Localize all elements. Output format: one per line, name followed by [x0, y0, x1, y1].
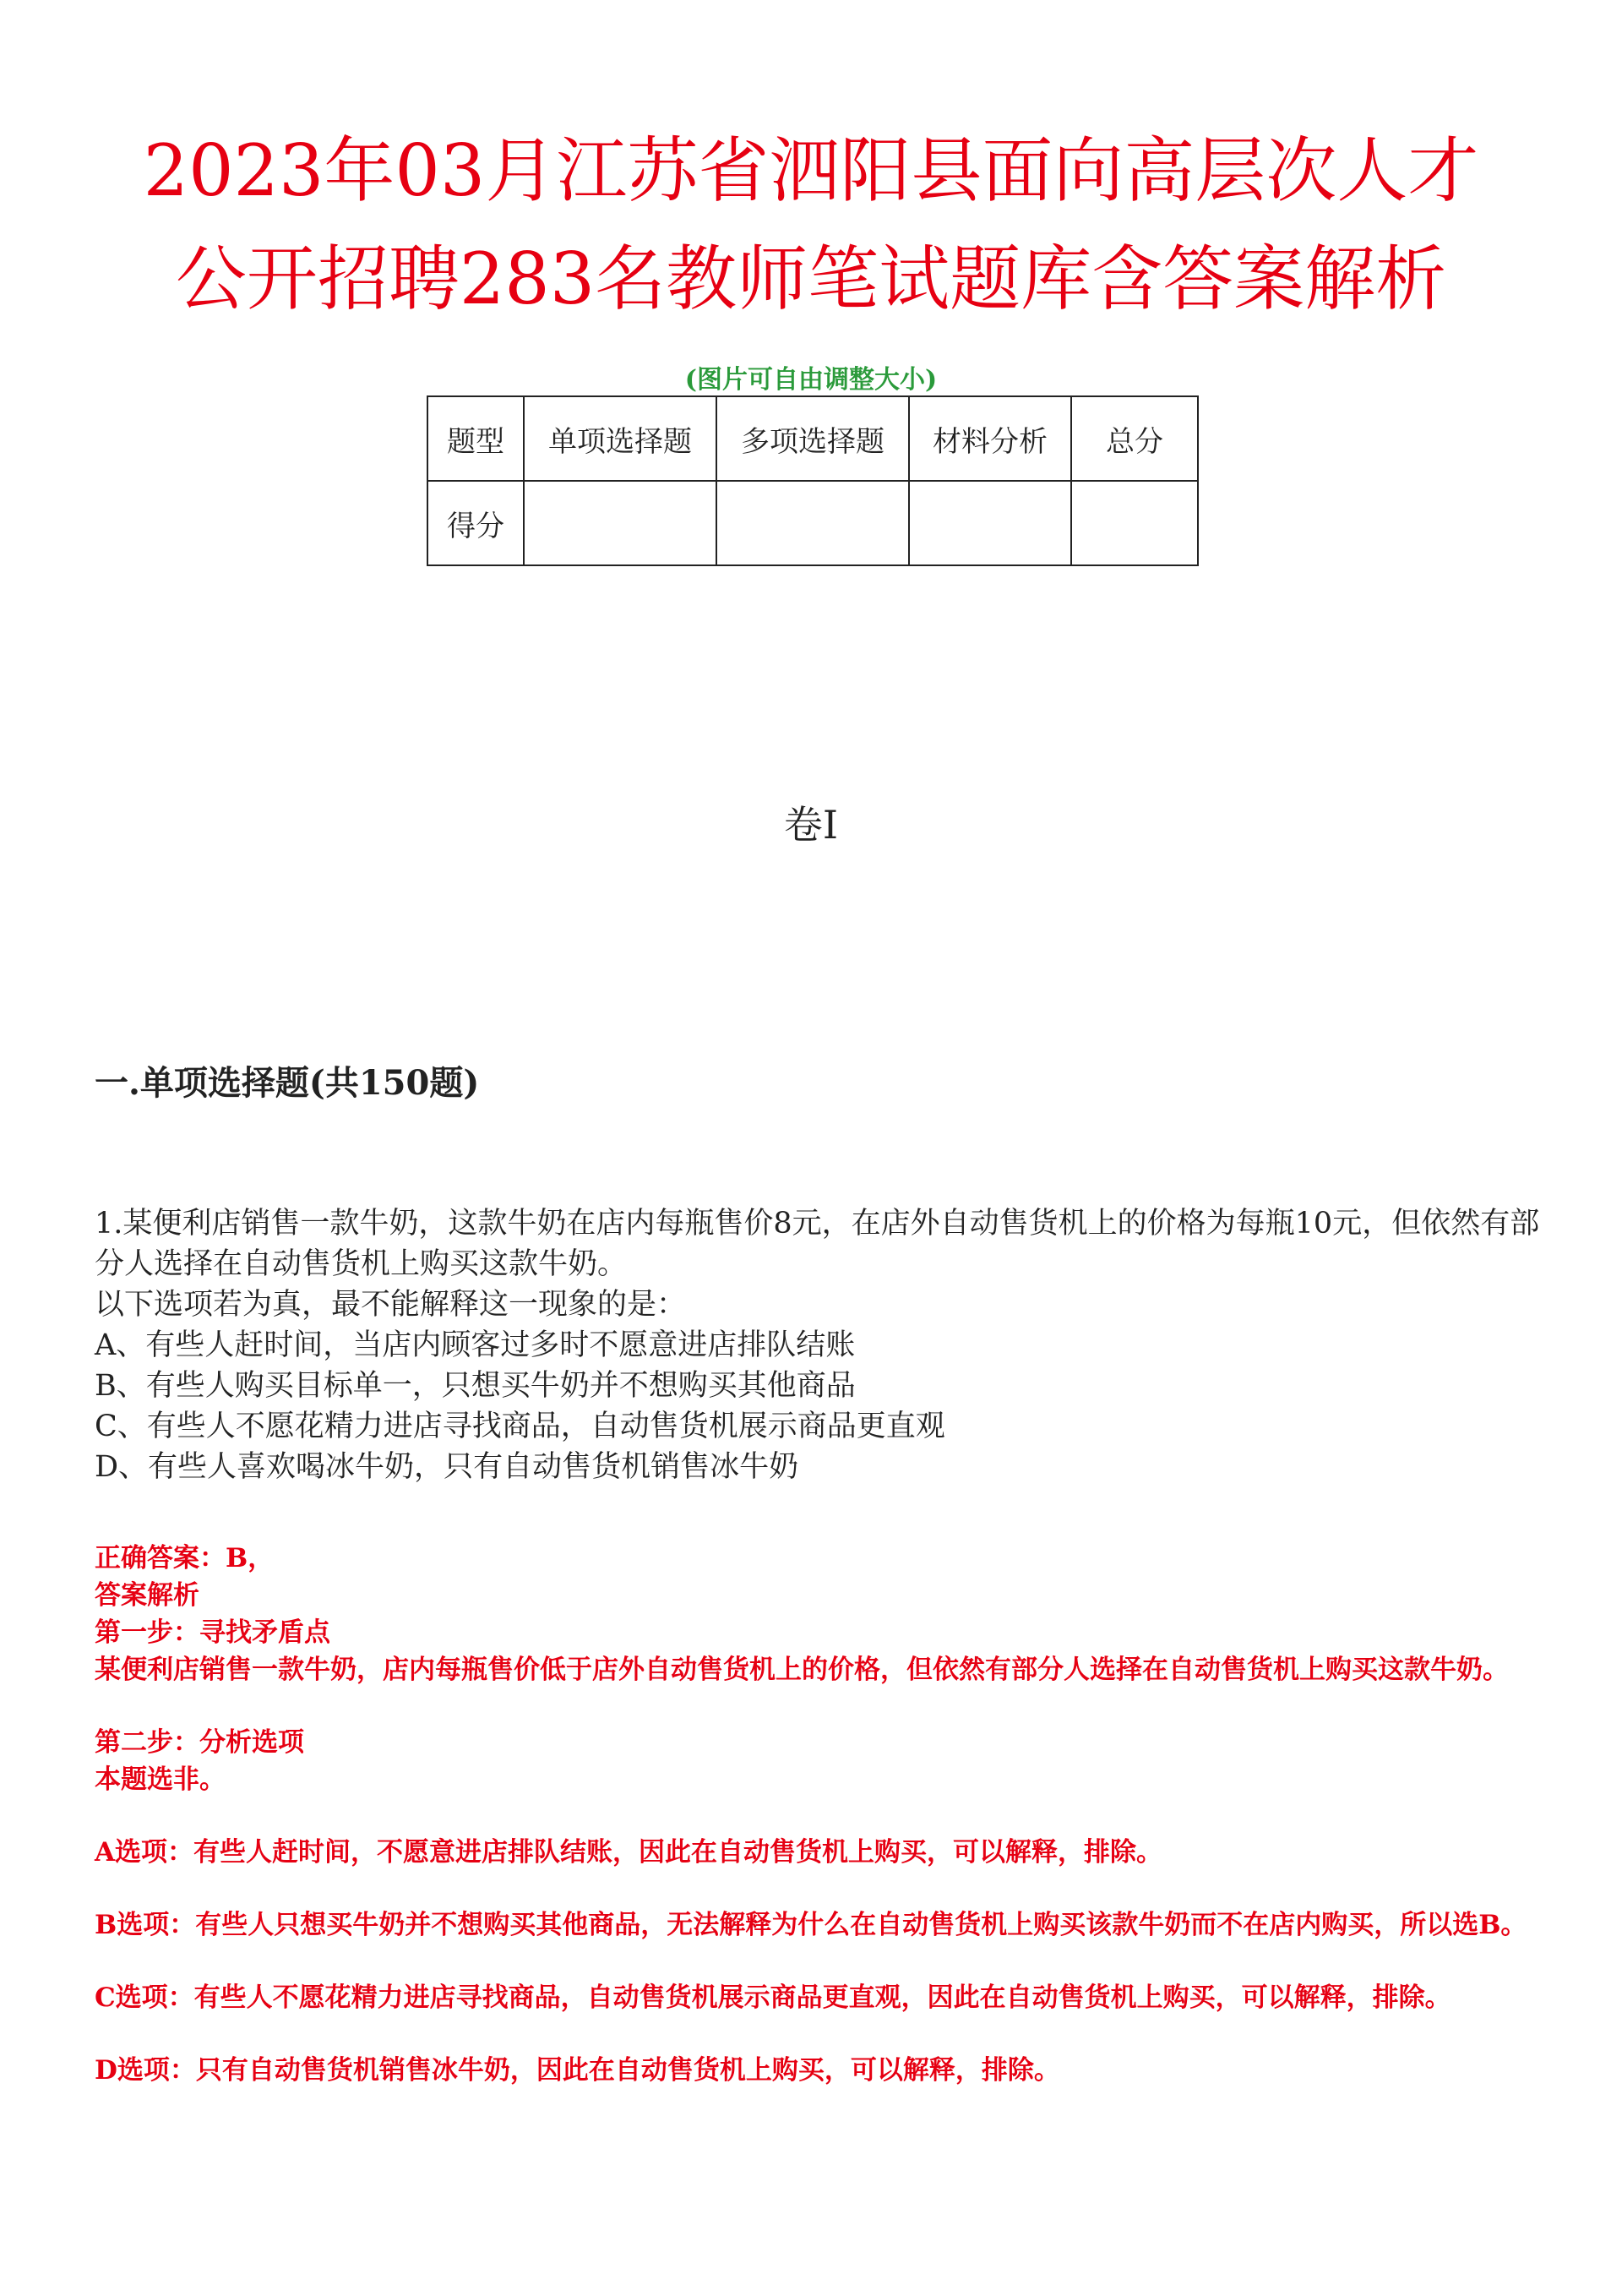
question-prompt: 以下选项若为真，最不能解释这一现象的是： — [95, 1288, 687, 1322]
option-d: D、有些人喜欢喝冰牛奶，只有自动售货机销售冰牛奶 — [95, 1450, 799, 1484]
document-title — [84, 117, 1538, 333]
header-cell-single-choice: 单项选择题 — [524, 396, 716, 481]
row-label-score: 得分 — [427, 481, 524, 565]
step-1-text: 某便利店销售一款牛奶，店内每瓶售价低于店外自动售货机上的价格，但依然有部分人选择在自动售货机上购买这款牛奶。 — [95, 1655, 1509, 1685]
option-a: A、有些人赶时间，当店内顾客过多时不愿意进店排队结账 — [95, 1328, 856, 1362]
step-2-text: 本题选非。 — [95, 1764, 226, 1795]
subtitle: (图片可自由调整大小) — [684, 365, 938, 395]
score-cell — [1071, 481, 1198, 565]
answer-explanation — [95, 1540, 1548, 2089]
header-cell-multi-choice: 多项选择题 — [716, 396, 909, 481]
score-cell — [716, 481, 909, 565]
header-cell-type: 题型 — [427, 396, 524, 481]
header-cell-material: 材料分析 — [909, 396, 1071, 481]
analysis-option-b: B选项：有些人只想买牛奶并不想购买其他商品，无法解释为什么在自动售货机上购买该款牛奶而不在店内购买，所以选B。 — [95, 1910, 1527, 1940]
title-line-1: 2023年03月江苏省泗阳县面向高层次人才 — [143, 129, 1479, 212]
score-table-header-row — [427, 396, 1198, 481]
step-2-heading: 第二步：分析选项 — [95, 1727, 304, 1758]
step-1-heading: 第一步：寻找矛盾点 — [95, 1617, 330, 1648]
volume-heading: 卷I — [783, 802, 839, 848]
score-cell — [524, 481, 716, 565]
header-cell-total: 总分 — [1071, 396, 1198, 481]
explanation-label: 答案解析 — [95, 1580, 199, 1611]
score-table — [427, 395, 1199, 566]
option-c: C、有些人不愿花精力进店寻找商品，自动售货机展示商品更直观 — [95, 1410, 945, 1443]
section-title: 一.单项选择题(共150题) — [95, 1063, 480, 1103]
correct-answer: 正确答案：B， — [95, 1543, 275, 1573]
question-1 — [95, 1203, 1548, 1487]
analysis-option-d: D选项：只有自动售货机销售冰牛奶，因此在自动售货机上购买，可以解释，排除。 — [95, 2055, 1060, 2086]
analysis-option-a: A选项：有些人赶时间，不愿意进店排队结账，因此在自动售货机上购买，可以解释，排除。 — [95, 1837, 1163, 1868]
analysis-option-c: C选项：有些人不愿花精力进店寻找商品，自动售货机展示商品更直观，因此在自动售货机上购买，可以解释，排除。 — [95, 1982, 1451, 2013]
score-table-score-row — [427, 481, 1198, 565]
title-line-2: 公开招聘283名教师笔试题库含答案解析 — [175, 237, 1447, 320]
option-b: B、有些人购买目标单一，只想买牛奶并不想购买其他商品 — [95, 1369, 856, 1403]
score-cell — [909, 481, 1071, 565]
question-stem: 1.某便利店销售一款牛奶，这款牛奶在店内每瓶售价8元，在店外自动售货机上的价格为每瓶10元，但依然有部分人选择在自动售货机上购买这款牛奶。 — [95, 1207, 1540, 1281]
